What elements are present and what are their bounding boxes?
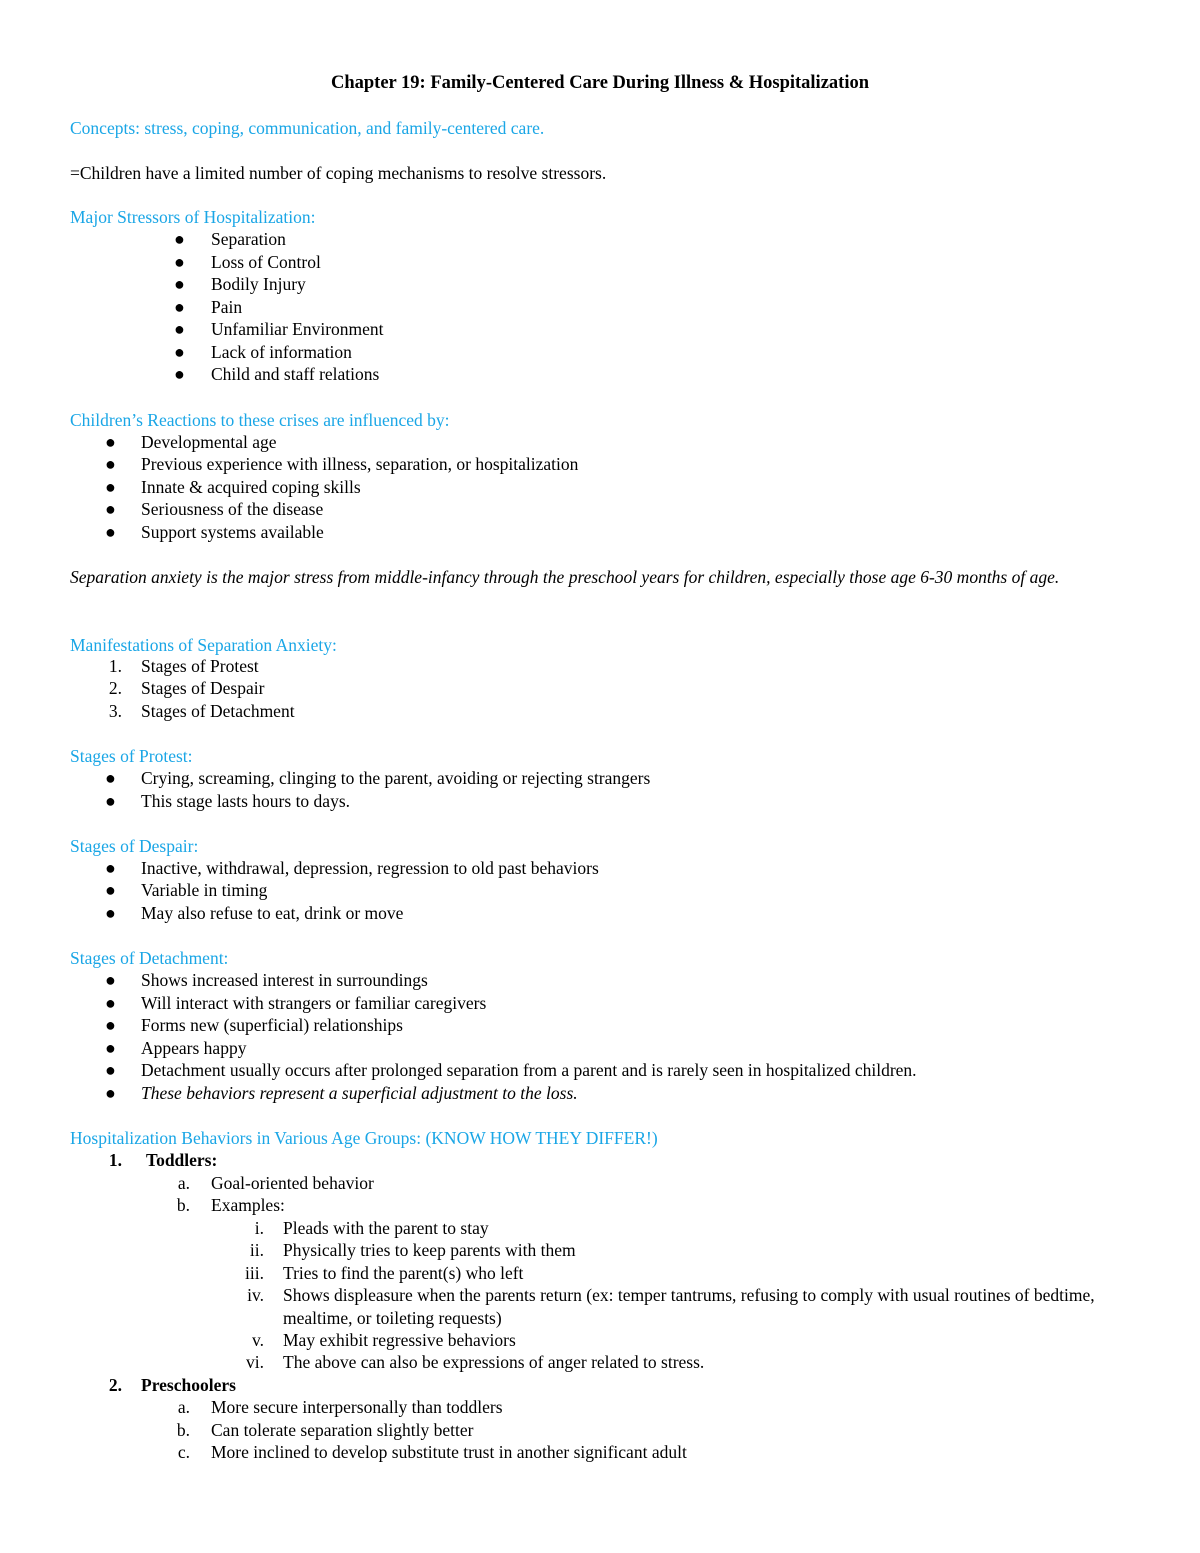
list-item: Innate & acquired coping skills (141, 477, 361, 497)
bullet-icon: ● (105, 499, 116, 519)
bullet-icon: ● (105, 1083, 116, 1103)
list-item: Examples: (211, 1195, 285, 1215)
list-item: Previous experience with illness, separation, or hospitalization (141, 454, 579, 474)
list-item: Seriousness of the disease (141, 499, 324, 519)
list-item: Crying, screaming, clinging to the parent, avoiding or rejecting strangers (141, 768, 651, 788)
intro-line: =Children have a limited number of coping mechanisms to resolve stressors. (70, 163, 607, 183)
list-item: The above can also be expressions of anger related to stress. (283, 1352, 705, 1372)
bullet-icon: ● (105, 454, 116, 474)
toddlers-label: Toddlers: (146, 1150, 218, 1170)
list-item: Goal-oriented behavior (211, 1173, 374, 1193)
list-item: Physically tries to keep parents with them (283, 1240, 576, 1260)
list-item: Stages of Despair (141, 678, 265, 698)
bullet-icon: ● (105, 791, 116, 811)
list-item: May also refuse to eat, drink or move (141, 903, 404, 923)
bullet-icon: ● (105, 993, 116, 1013)
list-item: Stages of Detachment (141, 701, 295, 721)
list-item: Variable in timing (141, 880, 268, 900)
manifestations-heading: Manifestations of Separation Anxiety: (70, 635, 337, 655)
bullet-icon: ● (174, 274, 185, 294)
despair-heading: Stages of Despair: (70, 836, 199, 856)
list-item: Stages of Protest (141, 656, 259, 676)
reactions-heading: Children’s Reactions to these crises are influenced by: (70, 410, 450, 430)
bullet-icon: ● (174, 229, 185, 249)
list-item: Pain (211, 297, 243, 317)
list-marker: iv. (247, 1285, 264, 1305)
major-stressors-heading: Major Stressors of Hospitalization: (70, 207, 316, 227)
list-marker: b. (176, 1420, 190, 1440)
list-item: Forms new (superficial) relationships (141, 1015, 403, 1035)
list-item: Tries to find the parent(s) who left (283, 1263, 524, 1283)
list-marker: 3. (108, 701, 122, 721)
preschoolers-label: Preschoolers (141, 1375, 236, 1395)
list-item: Shows displeasure when the parents return (ex: temper tantrums, refusing to comply with usual routines of bedtime, mealtime, or toileting requests) (283, 1285, 1095, 1328)
bullet-icon: ● (105, 970, 116, 990)
list-item: Pleads with the parent to stay (283, 1218, 489, 1238)
bullet-icon: ● (174, 364, 185, 384)
list-item: Separation (211, 229, 286, 249)
list-item: Bodily Injury (211, 274, 306, 294)
list-item: Inactive, withdrawal, depression, regression to old past behaviors (141, 858, 599, 878)
age-groups-heading: Hospitalization Behaviors in Various Age Groups: (KNOW HOW THEY DIFFER!) (70, 1128, 658, 1148)
list-item: More inclined to develop substitute trust in another significant adult (211, 1442, 687, 1462)
list-item: May exhibit regressive behaviors (283, 1330, 516, 1350)
list-marker: 1. (108, 656, 122, 676)
page-title: Chapter 19: Family-Centered Care During Illness & Hospitalization (330, 73, 870, 93)
bullet-icon: ● (105, 858, 116, 878)
list-marker: i. (254, 1218, 264, 1238)
list-item: Lack of information (211, 342, 352, 362)
separation-anxiety-note: Separation anxiety is the major stress from middle-infancy through the preschool years for children, especially those age 6-30 months of age. (70, 567, 1060, 587)
list-item: Shows increased interest in surroundings (141, 970, 428, 990)
bullet-icon: ● (174, 342, 185, 362)
list-item: Child and staff relations (211, 364, 380, 384)
list-marker: c. (177, 1442, 190, 1462)
list-item: Developmental age (141, 432, 277, 452)
list-marker: 2. (108, 1375, 122, 1395)
list-item: Loss of Control (211, 252, 321, 272)
bullet-icon: ● (174, 319, 185, 339)
list-item: Detachment usually occurs after prolonged separation from a parent and is rarely seen in hospitalized children. (141, 1060, 917, 1080)
list-item: This stage lasts hours to days. (141, 791, 351, 811)
list-marker: vi. (246, 1352, 264, 1372)
list-marker: v. (252, 1330, 264, 1350)
bullet-icon: ● (105, 880, 116, 900)
bullet-icon: ● (105, 477, 116, 497)
list-item: Support systems available (141, 522, 324, 542)
detachment-heading: Stages of Detachment: (70, 948, 229, 968)
list-marker: b. (176, 1195, 190, 1215)
bullet-icon: ● (174, 252, 185, 272)
bullet-icon: ● (174, 297, 185, 317)
bullet-icon: ● (105, 1015, 116, 1035)
bullet-icon: ● (105, 903, 116, 923)
list-marker: 2. (108, 678, 122, 698)
list-item: Will interact with strangers or familiar caregivers (141, 993, 487, 1013)
list-item: Appears happy (141, 1038, 247, 1058)
list-marker: a. (177, 1173, 190, 1193)
list-item: Unfamiliar Environment (211, 319, 384, 339)
protest-heading: Stages of Protest: (70, 746, 193, 766)
list-marker: ii. (249, 1240, 264, 1260)
bullet-icon: ● (105, 522, 116, 542)
list-item: More secure interpersonally than toddlers (211, 1397, 503, 1417)
list-item: These behaviors represent a superficial adjustment to the loss. (141, 1083, 578, 1103)
list-marker: 1. (108, 1150, 122, 1170)
list-marker: a. (177, 1397, 190, 1417)
list-item: Can tolerate separation slightly better (211, 1420, 474, 1440)
concepts-line: Concepts: stress, coping, communication, and family-centered care. (70, 118, 545, 138)
list-marker: iii. (245, 1263, 264, 1283)
bullet-icon: ● (105, 1060, 116, 1080)
bullet-icon: ● (105, 1038, 116, 1058)
bullet-icon: ● (105, 768, 116, 788)
bullet-icon: ● (105, 432, 116, 452)
